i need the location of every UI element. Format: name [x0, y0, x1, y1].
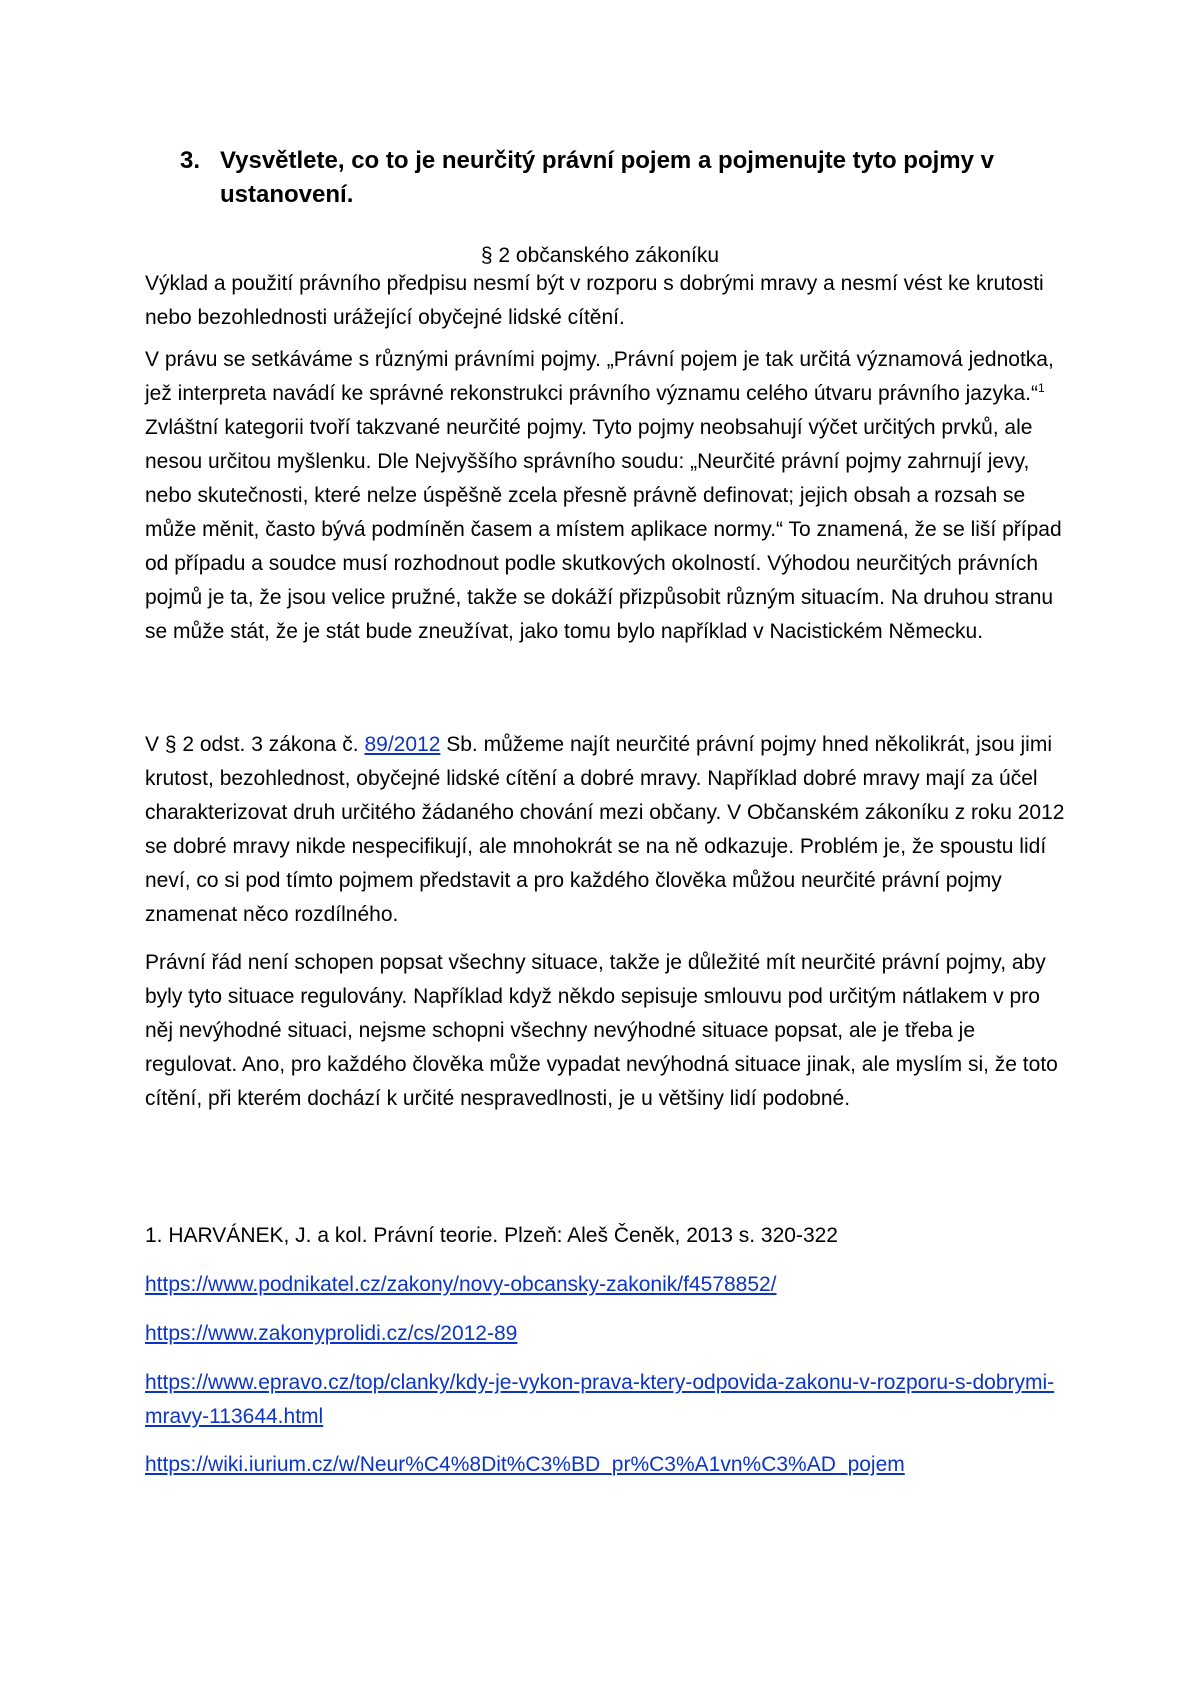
reference-link-3[interactable]: [145, 1366, 1065, 1434]
paragraph-legal-order: Právní řád není schopen popsat všechny situace, takže je důležité mít neurčité právní pojmy, aby byly tyto situace regulovány. Například když někdo sepisuje smlouvu pod určitým nátlakem v pro něj nevýhodné situaci, nejsme schopni všechny nevýhodné situace popsat, ale je třeba je regulovat. Ano, pro každého člověka může vypadat nevýhodná situace jinak, ale myslím si, že toto cítění, při kterém dochází k určité nespravedlnosti, je u většiny lidí podobné.: [145, 951, 1058, 1110]
reference-link-2[interactable]: [145, 1317, 1075, 1351]
paragraph-text: V právu se setkáváme s různými právními pojmy. „Právní pojem je tak určitá významová jednotka, jež interpreta navádí ke správné rekonstrukci právního významu celého útvaru právního jazyka.“: [145, 348, 1054, 405]
paragraph-legal-concepts: [145, 343, 1065, 649]
quote-paragraph: Výklad a použití právního předpisu nesmí být v rozporu s dobrými mravy a nesmí vést ke krutosti nebo bezohlednosti urážející obyčejné lidské cítění.: [145, 272, 1044, 329]
reference-link-1[interactable]: [145, 1268, 1075, 1302]
paragraph-section-2: [145, 728, 1065, 932]
law-link[interactable]: 89/2012: [364, 733, 441, 756]
question-text: Vysvětlete, co to je neurčitý právní pojem a pojmenujte tyto pojmy v ustanovení.: [220, 147, 994, 208]
section-title: § 2 občanského zákoníku: [480, 244, 720, 267]
reference-link[interactable]: https://www.epravo.cz/top/clanky/kdy-je-vykon-prava-ktery-odpovida-zakonu-v-rozporu-s-dobrymi-mravy-113644.html: [145, 1371, 1055, 1428]
question-heading: [180, 144, 1060, 212]
paragraph-text: Zvláštní kategorii tvoří takzvané neurčité pojmy. Tyto pojmy neobsahují výčet určitých prvků, ale nesou určitou myšlenku. Dle Nejvyššího správního soudu: „Neurčité právní pojmy zahrnují jevy, nebo skutečnosti, které nelze úspěšně zcela přesně právně definovat; jejich obsah a rozsah se může měnit, často bývá podmíněn časem a místem aplikace normy.“ To znamená, že se liší případ od případu a soudce musí rozhodnout podle skutkových okolností. Výhodou neurčitých právních pojmů je ta, že jsou velice pružné, takže se dokáží přizpůsobit různým situacím. Na druhou stranu se může stát, že je stát bude zneužívat, jako tomu bylo například v Nacistickém Německu.: [145, 416, 1062, 643]
reference-link[interactable]: https://www.zakonyprolidi.cz/cs/2012-89: [145, 1322, 518, 1345]
question-number: 3.: [180, 147, 201, 174]
paragraph-text: Sb. můžeme najít neurčité právní pojmy hned několikrát, jsou jimi krutost, bezohlednost, obyčejné lidské cítění a dobré mravy. Například dobré mravy mají za účel charakterizovat druh určitého žádaného chování mezi občany. V Občanském zákoníku z roku 2012 se dobré mravy nikde nespecifikují, ale mnohokrát se na ně odkazuje. Problém je, že spoustu lidí neví, co si pod tímto pojmem představit a pro každého člověka můžou neurčité právní pojmy znamenat něco rozdílného.: [145, 733, 1065, 926]
reference-link-4[interactable]: [145, 1448, 1075, 1482]
footnote-marker: 1: [1037, 381, 1045, 395]
paragraph-text: V § 2 odst. 3 zákona č.: [145, 733, 365, 756]
reference-link[interactable]: https://www.podnikatel.cz/zakony/novy-obcansky-zakonik/f4578852/: [145, 1273, 777, 1296]
citation: 1. HARVÁNEK, J. a kol. Právní teorie. Plzeň: Aleš Čeněk, 2013 s. 320-322: [145, 1224, 838, 1247]
reference-link[interactable]: https://wiki.iurium.cz/w/Neur%C4%8Dit%C3%BD_pr%C3%A1vn%C3%AD_pojem: [145, 1453, 905, 1476]
